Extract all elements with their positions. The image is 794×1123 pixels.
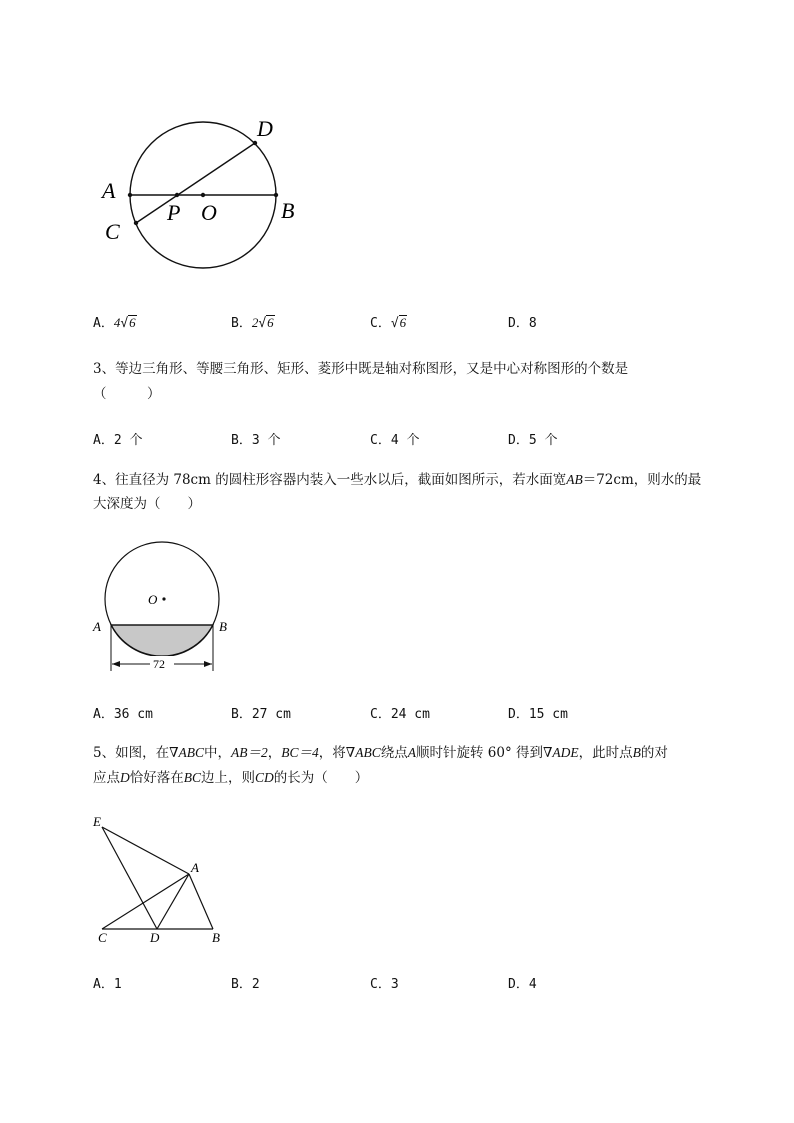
- q3-stem-line2: （ ）: [93, 386, 161, 402]
- point-a: [128, 193, 132, 197]
- label-o: O: [148, 592, 158, 607]
- q4-option-a[interactable]: A．36 cm: [93, 707, 153, 722]
- point-d: [253, 141, 257, 145]
- q4-stem-line2: 大深度为（ ）: [93, 496, 201, 512]
- label-b: B: [219, 619, 227, 634]
- q5-option-d[interactable]: D．4: [508, 977, 537, 992]
- label-a: A: [93, 619, 101, 634]
- point-b: [274, 193, 278, 197]
- dim-arrow-left: [112, 661, 120, 667]
- point-c: [134, 221, 138, 225]
- label-e: E: [93, 814, 101, 829]
- point-o: [201, 193, 205, 197]
- q5-stem-line2: 应点D恰好落在BC边上，则CD的长为（ ）: [93, 770, 369, 786]
- label-a: A: [191, 860, 199, 875]
- q4-option-b[interactable]: B．27 cm: [231, 707, 291, 722]
- q2-option-b[interactable]: B．2√6: [231, 315, 274, 331]
- q5-option-b[interactable]: B．2: [231, 977, 260, 992]
- q5-stem-line1: 5、如图，在∇ABC中，AB＝2，BC＝4，将∇ABC绕点A顺时针旋转 60° 得到∇ADE，此时点B的对: [93, 745, 668, 761]
- q5-option-c[interactable]: C．3: [370, 977, 399, 992]
- label-b: B: [212, 930, 220, 945]
- label-d: D: [257, 116, 273, 141]
- q4-option-c[interactable]: C．24 cm: [370, 707, 430, 722]
- q3-option-a[interactable]: A．2 个: [93, 433, 143, 448]
- q3-option-d[interactable]: D．5 个: [508, 433, 558, 448]
- segment-ad: [157, 874, 189, 929]
- q4-stem-line1: 4、往直径为 78cm 的圆柱形容器内装入一些水以后，截面如图所示，若水面宽AB＝72cm，则水的最: [93, 472, 702, 488]
- q4-option-d[interactable]: D．15 cm: [508, 707, 568, 722]
- label-d: D: [150, 930, 160, 945]
- circle-chord-figure: [95, 110, 315, 280]
- q3-option-b[interactable]: B．3 个: [231, 433, 281, 448]
- chord-cd: [136, 143, 255, 223]
- segment-ab: [189, 874, 213, 929]
- dim-arrow-right: [204, 661, 212, 667]
- label-c: C: [98, 930, 107, 945]
- dim-label-72: 72: [153, 657, 165, 671]
- water-segment: [111, 625, 213, 657]
- q2-option-a[interactable]: A．4√6: [93, 315, 136, 331]
- label-a: A: [102, 178, 116, 203]
- q5-option-a[interactable]: A．1: [93, 977, 122, 992]
- point-p: [175, 193, 179, 197]
- segment-ac: [102, 874, 189, 929]
- rotation-triangle-figure: [85, 810, 235, 950]
- q2-option-c[interactable]: C．√6: [370, 315, 407, 331]
- q3-option-c[interactable]: C．4 个: [370, 433, 420, 448]
- q3-stem-line1: 3、等边三角形、等腰三角形、矩形、菱形中既是轴对称图形，又是中心对称图形的个数是: [93, 361, 629, 377]
- label-c: C: [105, 219, 120, 244]
- water-container-figure: [88, 540, 238, 680]
- label-b: B: [281, 198, 295, 223]
- label-p: P: [167, 200, 181, 225]
- q2-option-d[interactable]: D．8: [508, 316, 537, 331]
- center-o: [162, 597, 165, 600]
- label-o: O: [201, 200, 217, 225]
